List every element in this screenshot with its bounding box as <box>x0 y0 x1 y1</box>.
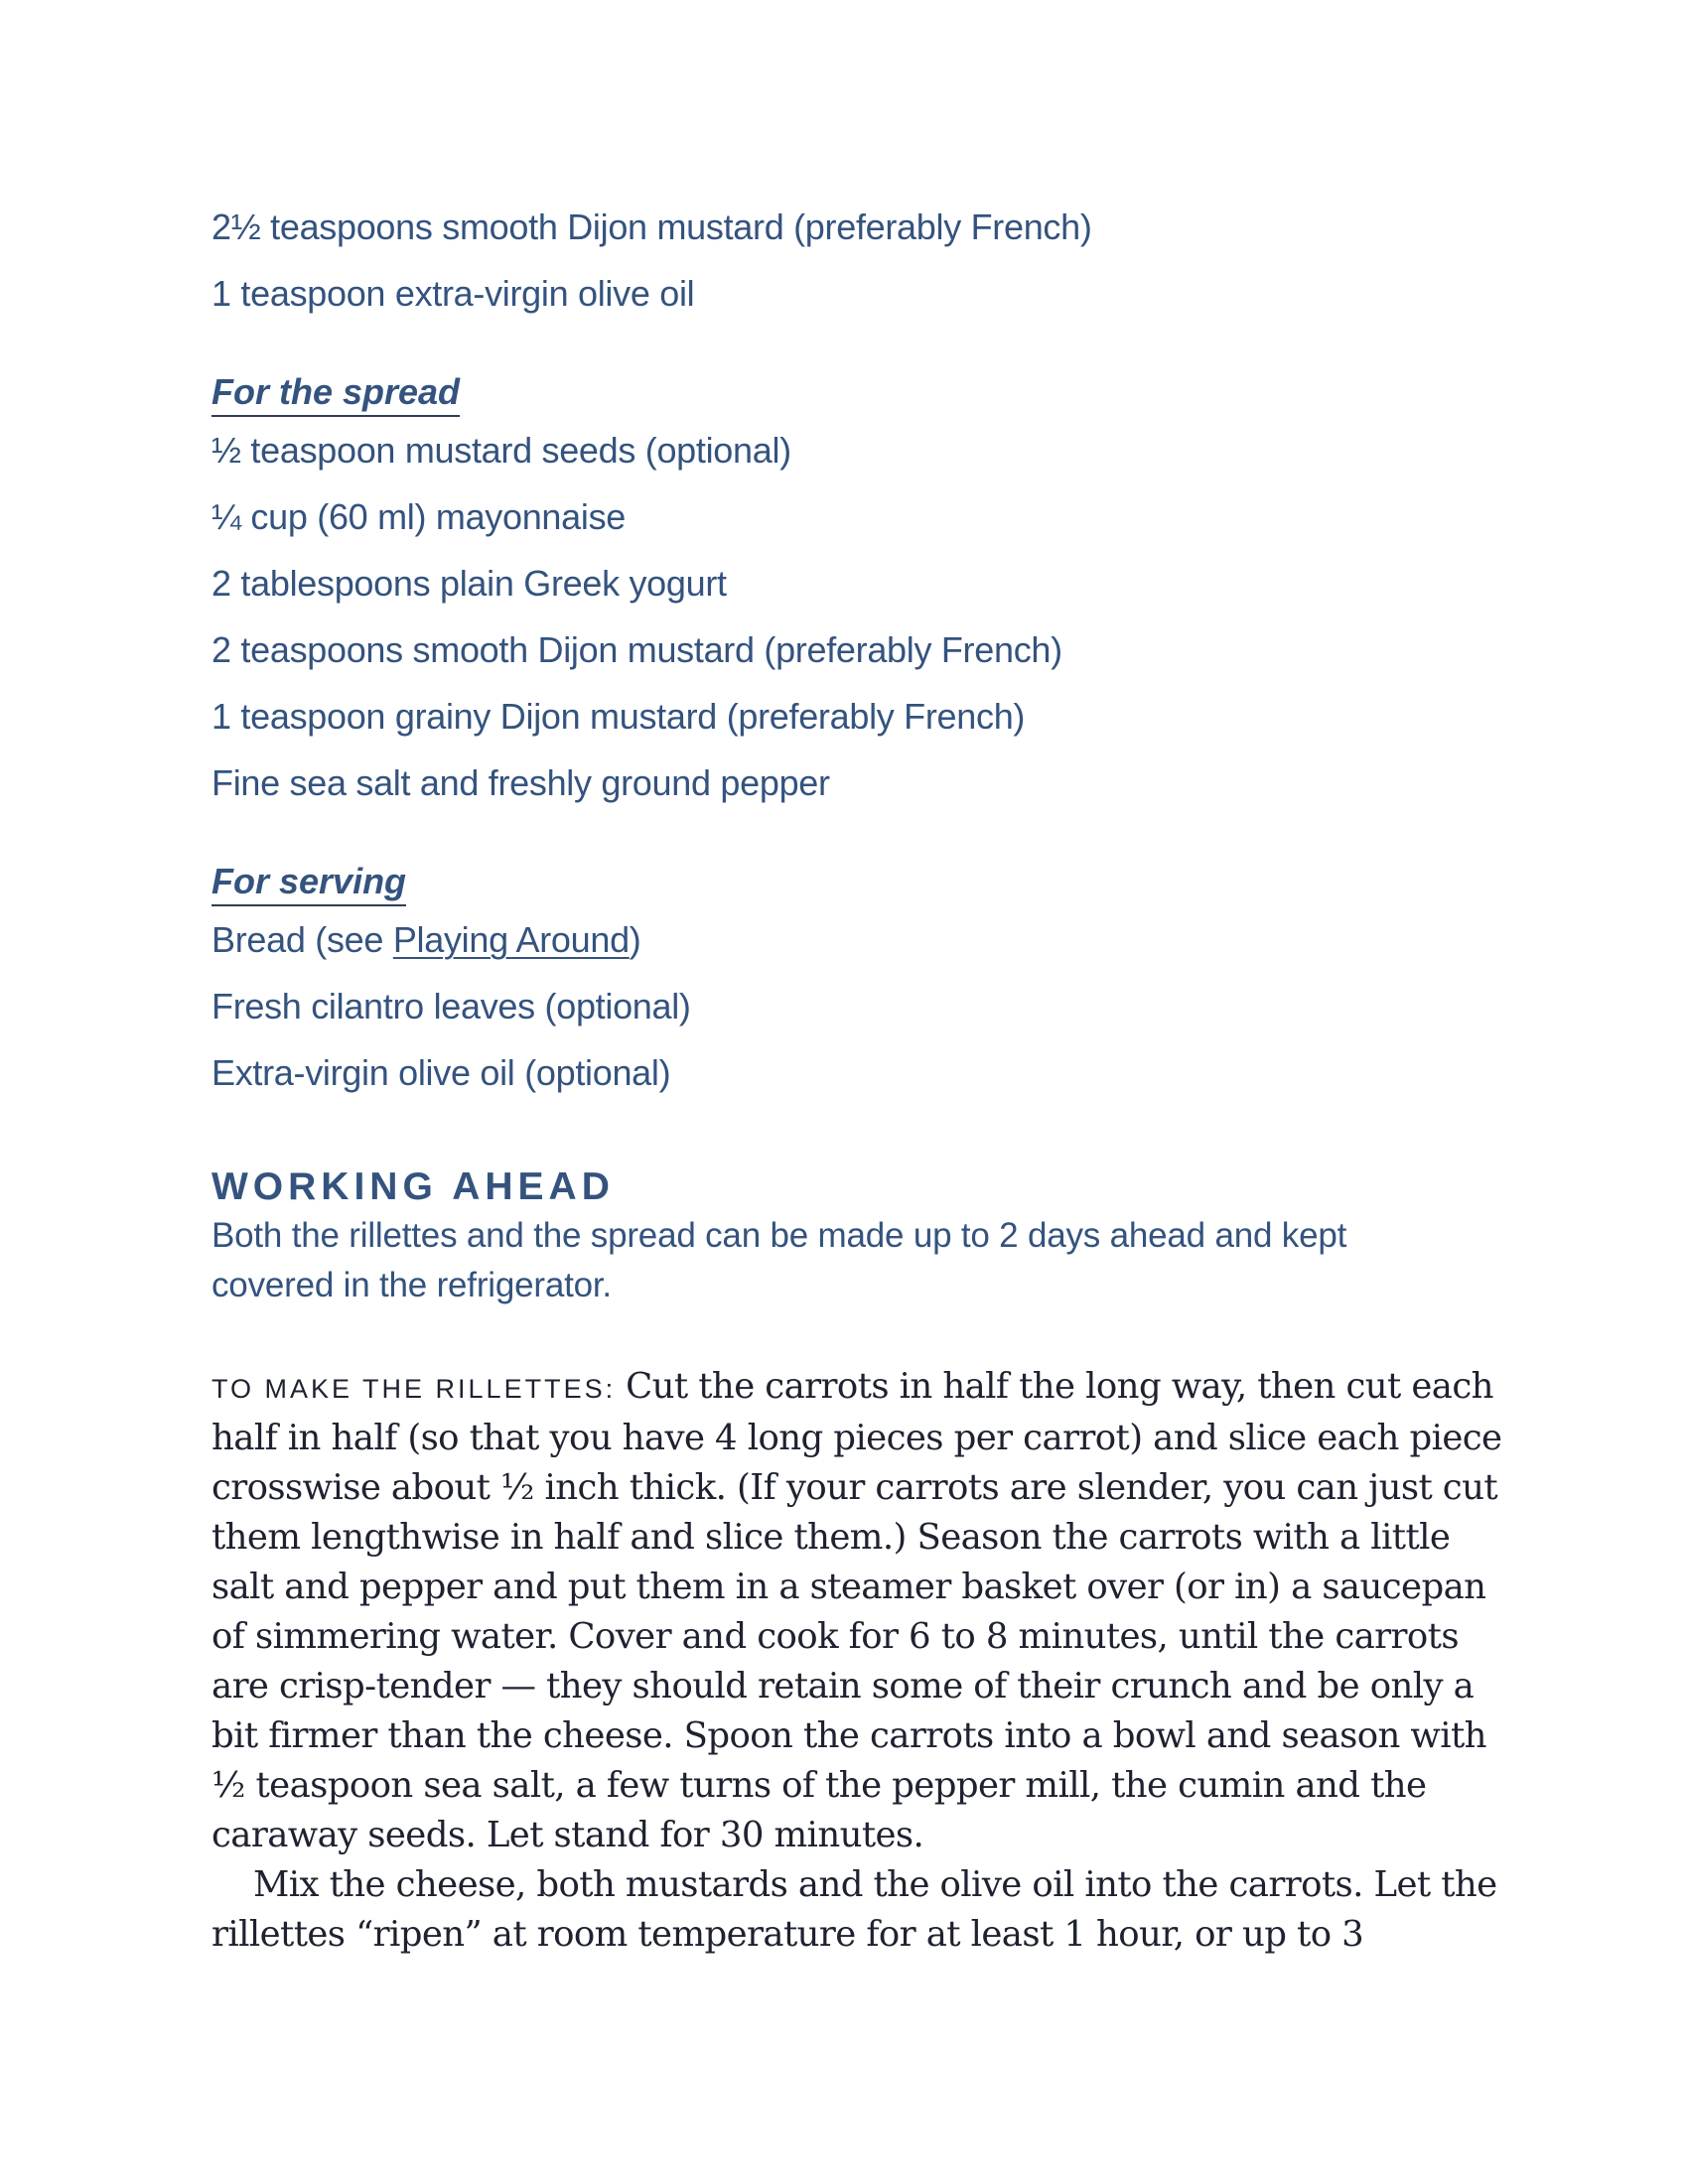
ingredient-line: Extra-virgin olive oil (optional) <box>211 1052 671 1093</box>
ingredient-line: Fresh cilantro leaves (optional) <box>211 986 691 1026</box>
ingredient-line: 2 tablespoons plain Greek yogurt <box>211 563 727 604</box>
serving-section <box>211 840 1502 1106</box>
working-ahead-section <box>211 1163 1502 1310</box>
playing-around-link[interactable]: Playing Around <box>392 919 630 960</box>
method-paragraph-1: Cut the carrots in half the long way, then cut each half in half (so that you have 4 long pieces per carrot) and slice each piece crosswise about ½ inch thick. (If your carrots are slender, you can just cut them lengthwise in half and slice them.) Season the carrots with a little salt and pepper and put them in a steamer basket over (or in) a saucepan of simmering water. Cover and cook for 6 to 8 minutes, until the carrots are crisp-tender — they should retain some of their crunch and be only a bit firmer than the cheese. Spoon the carrots into a bowl and season with ½ teaspoon sea salt, a few turns of the pepper mill, the cumin and the caraway seeds. Let stand for 30 minutes. <box>211 1366 1502 1855</box>
method-paragraph-2: Mix the cheese, both mustards and the olive oil into the carrots. Let the rillettes “ripen” at room temperature for at least 1 hour, or up to 3 <box>211 1864 1497 1955</box>
method-text <box>211 1362 1512 1960</box>
ingredient-line: 2 teaspoons smooth Dijon mustard (preferably French) <box>211 629 1062 670</box>
serving-heading: For serving <box>211 860 406 906</box>
ingredient-line: 1 teaspoon extra-virgin olive oil <box>211 273 695 314</box>
recipe-page <box>211 194 1502 1960</box>
bread-suffix: ) <box>629 919 641 960</box>
spread-section <box>211 350 1502 816</box>
method-paragraph <box>211 1362 1512 1860</box>
ingredient-line: Fine sea salt and freshly ground pepper <box>211 762 830 803</box>
working-ahead-heading: WORKING AHEAD <box>211 1165 615 1208</box>
ingredient-line: 1 teaspoon grainy Dijon mustard (preferably French) <box>211 696 1026 737</box>
method-lead: TO MAKE THE RILLETTES: <box>211 1374 617 1404</box>
ingredient-line: ½ teaspoon mustard seeds (optional) <box>211 430 791 471</box>
ingredient-list-main <box>211 194 1502 327</box>
working-ahead-body: Both the rillettes and the spread can be made up to 2 days ahead and kept covered in the refrigerator. <box>211 1216 1347 1304</box>
bread-prefix: Bread (see <box>211 919 393 960</box>
spread-heading: For the spread <box>211 370 460 417</box>
ingredient-line-bread <box>211 906 1502 973</box>
ingredient-line: 2½ teaspoons smooth Dijon mustard (preferably French) <box>211 206 1092 247</box>
ingredient-line: ¼ cup (60 ml) mayonnaise <box>211 496 626 537</box>
